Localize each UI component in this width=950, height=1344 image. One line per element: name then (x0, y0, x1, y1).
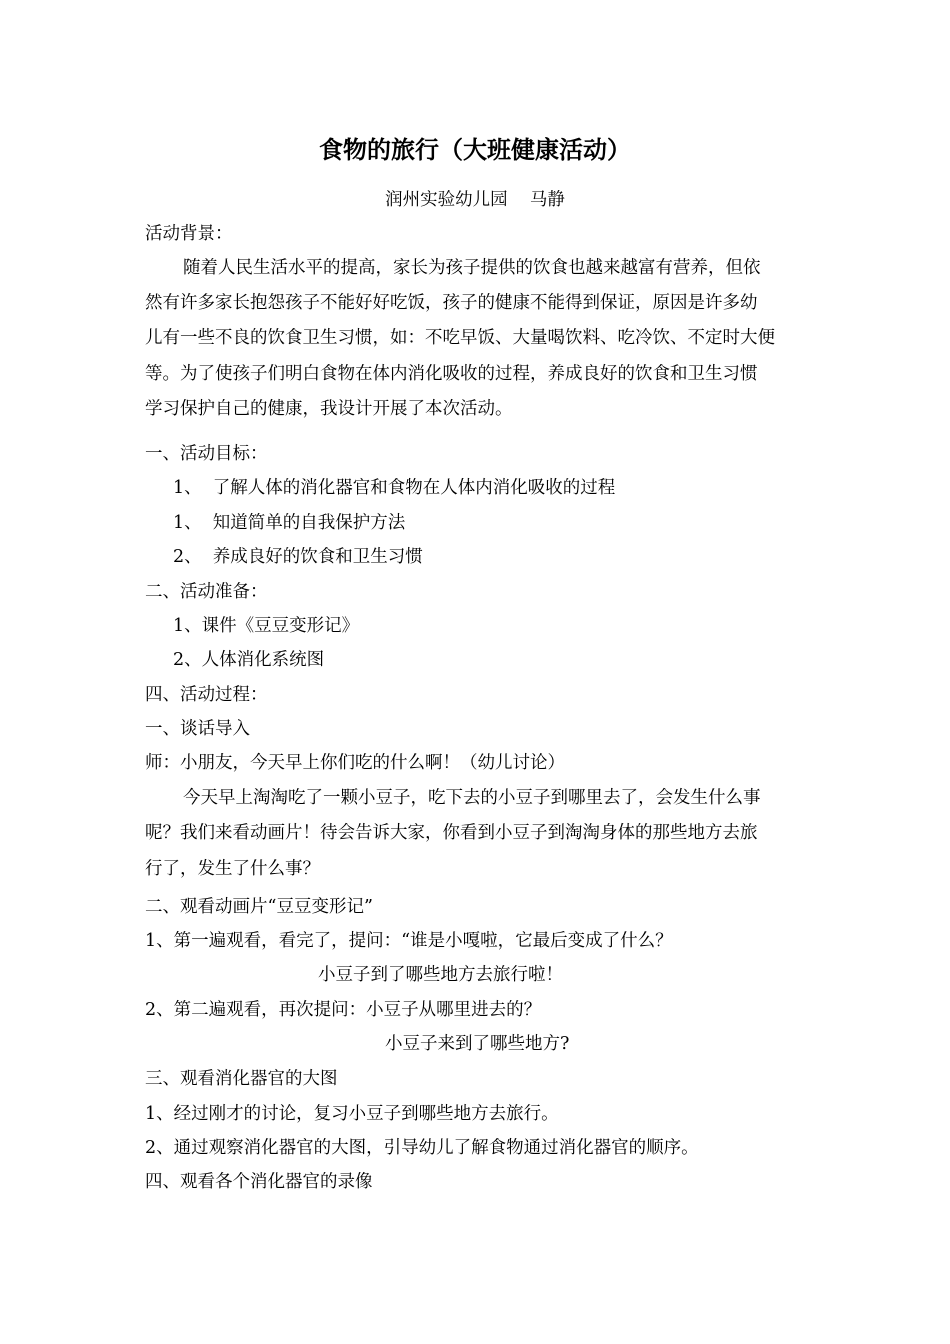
step3-item: 2、通过观察消化器官的大图，引导幼儿了解食物通过消化器官的顺序。 (145, 1138, 699, 1158)
goals-heading: 一、活动目标： (145, 444, 268, 464)
step3-item: 1、经过刚才的讨论，复习小豆子到哪些地方去旅行。 (145, 1104, 559, 1124)
step1-heading: 一、谈话导入 (145, 719, 250, 739)
background-line: 然有许多家长抱怨孩子不能好好吃饭，孩子的健康不能得到保证，原因是许多幼 (145, 293, 758, 313)
prep-item: 2、人体消化系统图 (173, 650, 325, 670)
step3-heading: 三、观看消化器官的大图 (145, 1069, 338, 1089)
step2-question-1-followup: 小豆子到了哪些地方去旅行啦！ (318, 965, 563, 985)
step2-question-2-followup: 小豆子来到了哪些地方? (385, 1034, 570, 1054)
step4-heading: 四、观看各个消化器官的录像 (145, 1172, 373, 1192)
step2-question-1: 1、第一遍观看，看完了，提问：“谁是小嘎啦，它最后变成了什么？ (145, 931, 673, 951)
step2-question-2: 2、第二遍观看，再次提问：小豆子从哪里进去的？ (145, 1000, 542, 1020)
step1-paragraph-line: 呢？我们来看动画片！待会告诉大家，你看到小豆子到淘淘身体的那些地方去旅 (145, 823, 758, 843)
step1-paragraph-line: 今天早上淘淘吃了一颗小豆子，吃下去的小豆子到哪里去了，会发生什么事 (183, 788, 761, 808)
goal-item: 2、 养成良好的饮食和卫生习惯 (173, 547, 423, 567)
document-title: 食物的旅行（大班健康活动） (319, 135, 631, 164)
background-heading: 活动背景： (145, 224, 233, 244)
background-line: 随着人民生活水平的提高，家长为孩子提供的饮食也越来越富有营养，但依 (183, 258, 761, 278)
background-line: 学习保护自己的健康，我设计开展了本次活动。 (145, 399, 513, 419)
goal-item: 1、 了解人体的消化器官和食物在人体内消化吸收的过程 (173, 478, 616, 498)
background-line: 等。为了使孩子们明白食物在体内消化吸收的过程，养成良好的饮食和卫生习惯 (145, 364, 758, 384)
step1-dialogue: 师：小朋友，今天早上你们吃的什么啊！（幼儿讨论） (145, 753, 565, 773)
background-line: 儿有一些不良的饮食卫生习惯，如：不吃早饭、大量喝饮料、吃冷饮、不定时大便 (145, 328, 775, 348)
process-heading: 四、活动过程： (145, 685, 268, 705)
goal-item: 1、 知道简单的自我保护方法 (173, 513, 406, 533)
step2-heading: 二、观看动画片“豆豆变形记” (145, 897, 373, 917)
step1-paragraph-line: 行了，发生了什么事？ (145, 859, 320, 879)
prep-heading: 二、活动准备： (145, 582, 268, 602)
prep-item: 1、课件《豆豆变形记》 (173, 616, 360, 636)
author-line: 润州实验幼儿园 马静 (385, 190, 565, 210)
